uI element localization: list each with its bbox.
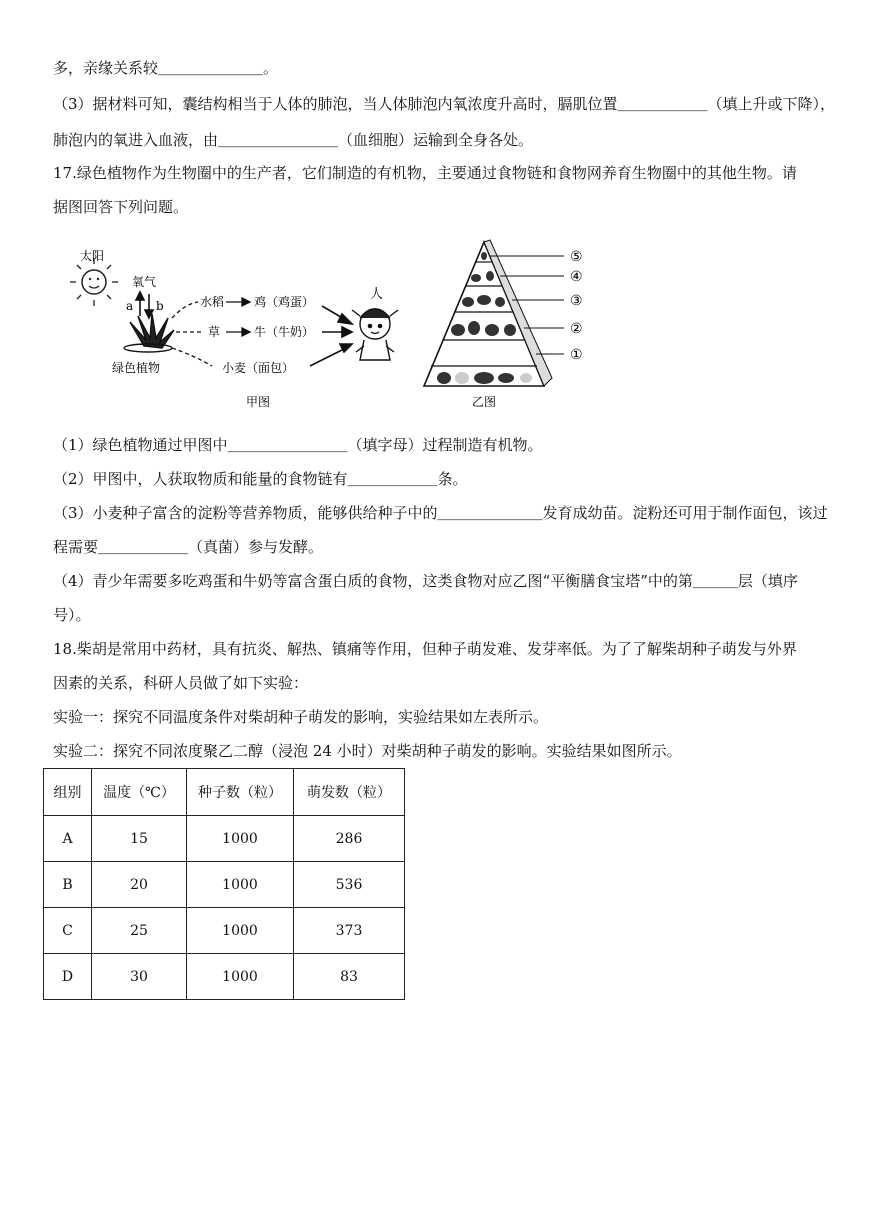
text-line: 程需要＿＿＿＿＿＿（真菌）参与发酵。 — [53, 538, 324, 556]
table-cell: 536 — [294, 862, 405, 908]
process-a-label: a — [126, 299, 134, 313]
text-line: 号）。 — [53, 606, 91, 624]
process-b-label: b — [156, 299, 164, 313]
figure-jia-caption: 甲图 — [246, 395, 271, 409]
text-line: 据图回答下列问题。 — [53, 198, 189, 216]
table-cell: C — [44, 908, 92, 954]
table-row — [44, 816, 405, 862]
text-line: 肺泡内的氧进入血液，由＿＿＿＿＿＿＿＿（血细胞）运输到全身各处。 — [53, 131, 534, 149]
level-3-label: ③ — [570, 293, 583, 309]
child-figure-icon — [352, 309, 398, 360]
table-row — [44, 862, 405, 908]
table-cell: D — [44, 954, 92, 1000]
table-cell: A — [44, 816, 92, 862]
question-17-2: （2）甲图中，人获取物质和能量的食物链有＿＿＿＿＿＿条。 — [53, 470, 468, 488]
level-5-label: ⑤ — [570, 249, 583, 265]
level-2-label: ② — [570, 321, 583, 337]
chain2-consumer: 牛（牛奶） — [254, 325, 315, 339]
table-cell: 25 — [92, 908, 187, 954]
to-human-arrows — [310, 306, 352, 366]
level-1-label: ① — [570, 347, 583, 363]
experiment-2: 实验二：探究不同浓度聚乙二醇（浸泡 24 小时）对柴胡种子萌发的影响。实验结果如图所示。 — [53, 742, 682, 760]
gas-exchange-arrows — [136, 292, 153, 318]
text-line: 因素的关系，科研人员做了如下实验： — [53, 674, 309, 692]
table-row — [44, 908, 405, 954]
table-cell: 15 — [92, 816, 187, 862]
human-label: 人 — [370, 287, 384, 302]
question-17-stem: 17.绿色植物作为生物圈中的生产者，它们制造的有机物，主要通过食物链和食物网养育生物圈中的其他生物。请 — [53, 164, 797, 182]
oxygen-label: 氧气 — [132, 275, 157, 289]
sun-icon — [70, 258, 118, 306]
table-cell: 30 — [92, 954, 187, 1000]
sun-label: 太阳 — [80, 249, 105, 263]
level-4-label: ④ — [570, 269, 583, 285]
figure-jia — [70, 248, 398, 409]
table-cell: 20 — [92, 862, 187, 908]
text-line: （3）据材料可知，囊结构相当于人体的肺泡，当人体肺泡内氧浓度升高时，膈肌位置＿＿＿＿＿＿（填上升或下降）， — [53, 95, 836, 113]
table-cell: B — [44, 862, 92, 908]
chain1-arrow — [226, 298, 250, 306]
column-header: 温度（℃） — [92, 769, 187, 816]
chain1-consumer: 鸡（鸡蛋） — [254, 295, 315, 309]
chain3-producer: 小麦（面包） — [222, 361, 295, 375]
table-cell: 1000 — [187, 816, 294, 862]
table-cell: 1000 — [187, 954, 294, 1000]
question-17-3: （3）小麦种子富含的淀粉等营养物质，能够供给种子中的＿＿＿＿＿＿＿发育成幼苗。淀粉还可用于制作面包，该过 — [53, 504, 828, 522]
germination-table — [43, 768, 405, 1000]
question-17-4: （4）青少年需要多吃鸡蛋和牛奶等富含蛋白质的食物，这类食物对应乙图“平衡膳食宝塔”中的第＿＿＿层（填序 — [53, 572, 798, 590]
chain1-producer: 水稻 — [200, 295, 225, 309]
chain2-producer: 草 — [208, 325, 221, 339]
table-cell: 373 — [294, 908, 405, 954]
question-18-stem: 18.柴胡是常用中药材，具有抗炎、解热、镇痛等作用，但种子萌发难、发芽率低。为了了解柴胡种子萌发与外界 — [53, 640, 797, 658]
table-row — [44, 954, 405, 1000]
column-header: 组别 — [44, 769, 92, 816]
figure-yi-food-pyramid — [424, 240, 583, 409]
chain2-arrow — [226, 328, 250, 336]
green-plant-label: 绿色植物 — [112, 361, 161, 375]
chain-dashes — [172, 302, 212, 366]
question-17-1: （1）绿色植物通过甲图中＿＿＿＿＿＿＿＿（填字母）过程制造有机物。 — [53, 436, 543, 454]
table-cell: 83 — [294, 954, 405, 1000]
table-cell: 1000 — [187, 862, 294, 908]
figure-svg — [60, 236, 620, 416]
table-cell: 286 — [294, 816, 405, 862]
food-chain-figure — [60, 236, 620, 416]
column-header: 萌发数（粒） — [294, 769, 405, 816]
experiment-1: 实验一：探究不同温度条件对柴胡种子萌发的影响，实验结果如左表所示。 — [53, 708, 549, 726]
table-header-row — [44, 769, 405, 816]
figure-yi-caption: 乙图 — [472, 395, 497, 409]
text-line: 多，亲缘关系较＿＿＿＿＿＿＿。 — [53, 59, 279, 77]
column-header: 种子数（粒） — [187, 769, 294, 816]
table-cell: 1000 — [187, 908, 294, 954]
